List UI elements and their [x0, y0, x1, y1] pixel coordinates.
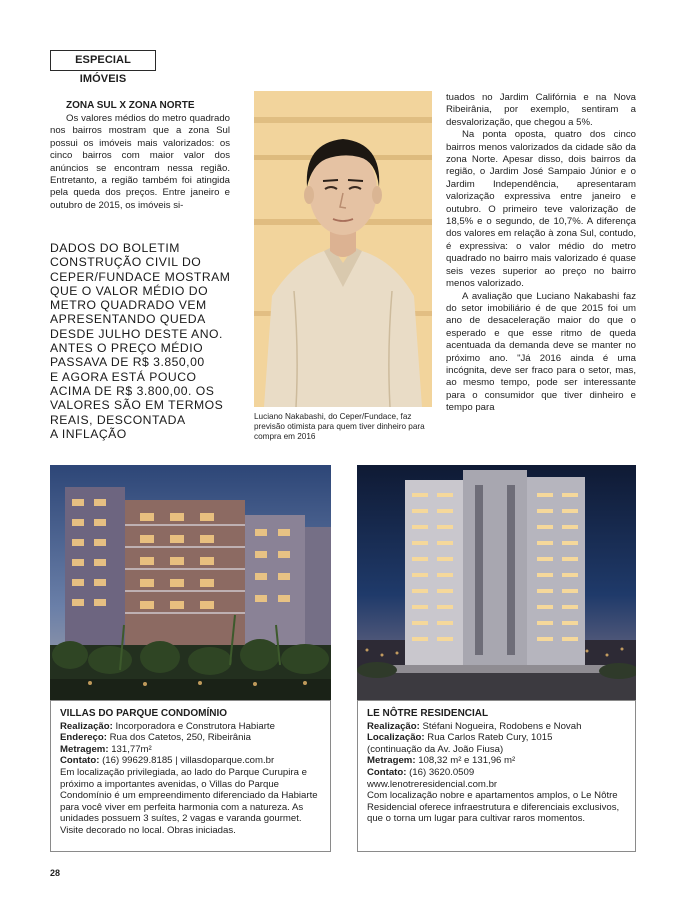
- field-label: Localização:: [367, 732, 425, 744]
- field-value: Stéfani Nogueira, Rodobens e Novah: [422, 720, 582, 732]
- pull-quote-line: APRESENTANDO QUEDA: [50, 312, 206, 327]
- listing-le-notre: [357, 700, 636, 852]
- field-label: Contato:: [367, 766, 407, 778]
- field-label: Metragem:: [60, 743, 109, 755]
- pull-quote-line: METRO QUADRADO VEM: [50, 298, 207, 313]
- listing-metragem: [60, 744, 322, 756]
- field-value: (16) 3620.0509: [409, 766, 475, 778]
- photo-caption: Luciano Nakabashi, do Ceper/Fundace, faz previsão otimista para quem tiver dinheiro para compra em 2016: [254, 412, 425, 441]
- pull-quote-line: ANTES O PREÇO MÉDIO: [50, 341, 204, 356]
- pull-quote-line: CEPER/FUNDACE MOSTRAM: [50, 269, 231, 284]
- listing-title: VILLAS DO PARQUE CONDOMÍNIO: [60, 708, 228, 719]
- field-label: Endereço:: [60, 732, 107, 744]
- portrait-photo: [254, 91, 432, 407]
- page-number: 28: [50, 868, 61, 878]
- pull-quote-line: PASSAVA DE R$ 3.850,00: [50, 355, 205, 370]
- listing-realizacao: [367, 721, 627, 733]
- listing-villas-do-parque: [50, 700, 331, 852]
- field-value: (16) 99629.8185 | villasdoparque.com.br: [102, 755, 275, 767]
- pull-quote-line: VALORES SÃO EM TERMOS: [50, 398, 224, 413]
- article-paragraph: tuados no Jardim Califórnia e na Nova Ribeirânia, por exemplo, sentiram a desvalorização, que chegou a 5%.: [446, 92, 636, 128]
- listing-description: Com localização nobre e apartamentos amplos, o Le Nôtre Residencial oferece infraestrutura e diferenciais exclusivos, que o torna um lugar para cultivar raros momentos.: [367, 790, 620, 825]
- field-value: 131,77m²: [111, 743, 152, 755]
- field-value: 108,32 m² e 131,96 m²: [418, 755, 516, 767]
- listing-contato: [367, 767, 627, 779]
- field-label: Metragem:: [367, 755, 416, 767]
- section-tag: ESPECIAL IMÓVEIS: [50, 50, 156, 71]
- pull-quote-line: A INFLAÇÃO: [50, 426, 127, 441]
- field-label: Realização:: [60, 720, 113, 732]
- field-value: Rua dos Catetos, 250, Ribeirânia: [109, 732, 251, 744]
- le-notre-photo: [357, 465, 636, 701]
- right-article-column: [446, 92, 636, 415]
- left-article-column: [50, 100, 230, 212]
- listing-localizacao-extra: (continuação da Av. João Fiusa): [367, 743, 504, 755]
- pull-quote-line: DADOS DO BOLETIM: [50, 241, 180, 255]
- listing-title: LE NÔTRE RESIDENCIAL: [367, 708, 489, 719]
- field-value: Rua Carlos Rateb Cury, 1015: [427, 732, 553, 744]
- listing-contato: [60, 755, 322, 767]
- listing-metragem: [367, 755, 627, 767]
- article-paragraph: A avaliação que Luciano Nakabashi faz do setor imobiliário é de que 2015 foi um ano de desaceleração maior do que o esperado e que esse ritmo de queda acentuada da demanda deve se manter no próximo ano. "Já 2016 ainda é uma incógnita, deve ser fraco para o setor, mas, ao mesmo tempo, pode ser interessante para o consumidor que tiver dinheiro e tempo para: [446, 290, 636, 414]
- field-label: Realização:: [367, 720, 420, 732]
- listing-website: www.lenotreresidencial.com.br: [367, 778, 498, 790]
- article-paragraph: Na ponta oposta, quatro dos cinco bairros menos valorizados da cidade são da zona Norte. Apesar disso, dois bairros da região, o Jardim José Sampaio Júnior e o Jardim Independência, apresentaram valorização expressiva entre janeiro e outubro. O primeiro teve valorização de 18,5% e o segundo, de 10,7%. A diferença dos valores em relação à zona Sul, contudo, é expressiva: o valor médio do metro quadrado no bairro mais valorizado é quase seis vezes superior ao preço no bairro menos valorizado.: [446, 129, 636, 290]
- field-value: Incorporadora e Construtora Habiarte: [115, 720, 275, 732]
- pull-quote: [50, 241, 238, 441]
- listing-endereco: [60, 732, 322, 744]
- field-label: Contato:: [60, 755, 100, 767]
- villas-do-parque-photo: [50, 465, 331, 701]
- listing-realizacao: [60, 721, 322, 733]
- pull-quote-line: DESDE JULHO DESTE ANO.: [50, 326, 223, 341]
- section-heading: ZONA SUL X ZONA NORTE: [66, 100, 195, 111]
- pull-quote-line: CONSTRUÇÃO CIVIL DO: [50, 255, 202, 270]
- article-paragraph: Os valores médios do metro quadrado nos bairros mostram que a zona Sul possui os imóveis mais valorizados: os cinco bairros com maior valor dos anúncios se encontram nessa região. Entretanto, a região também foi atingida pela queda dos preços. Entre janeiro e outubro de 2015, os imóveis si-: [50, 113, 230, 211]
- pull-quote-line: REAIS, DESCONTADA: [50, 412, 186, 427]
- pull-quote-line: ACIMA DE R$ 3.800,00. OS: [50, 383, 215, 398]
- listing-localizacao: [367, 732, 627, 744]
- listing-description: Em localização privilegiada, ao lado do Parque Curupira e próximo a importantes avenidas, o Villas do Parque Condomínio é um empreendimento diferenciado da Habiarte para você viver em perfeita harmonia com a natureza. As unidades possuem 3 suítes, 2 vagas e varanda gourmet. Visite decorado no local. Obras iniciadas.: [60, 766, 318, 836]
- pull-quote-line: QUE O VALOR MÉDIO DO: [50, 283, 209, 298]
- pull-quote-line: E AGORA ESTÁ POUCO: [50, 369, 197, 384]
